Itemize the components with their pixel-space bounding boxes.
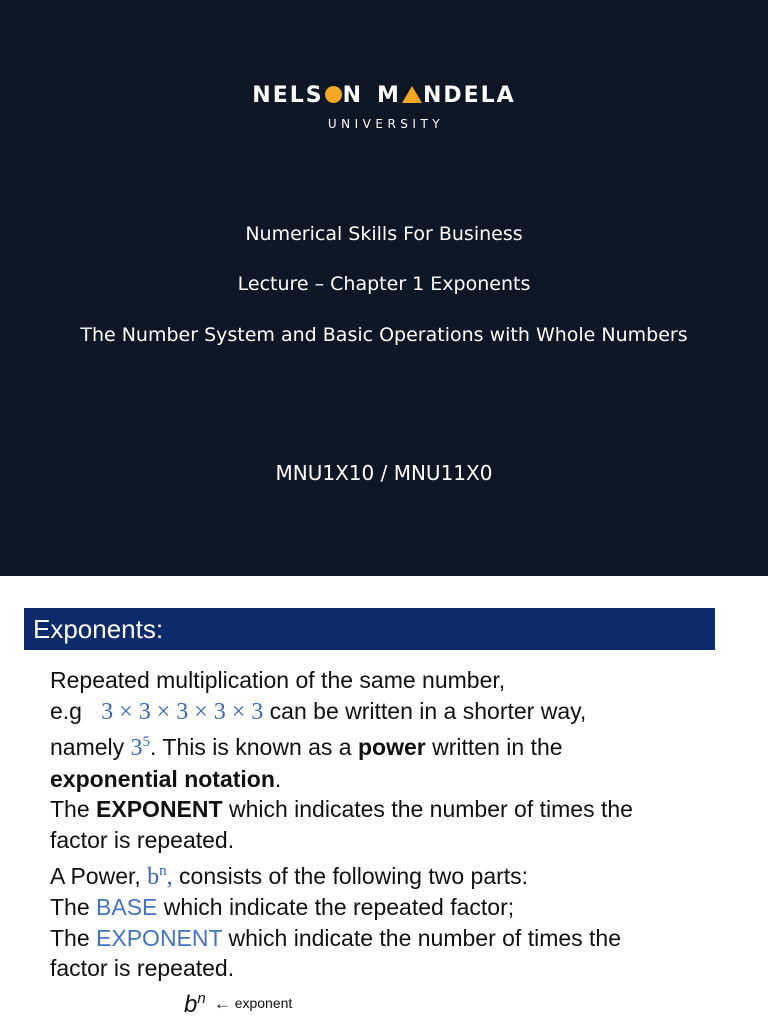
slide-title: Exponents: xyxy=(33,614,164,644)
course-code: MNU1X10 / MNU11X0 xyxy=(275,461,493,485)
body-line: e.g 3 × 3 × 3 × 3 × 3 can be written in a shorter way, xyxy=(50,697,587,725)
body-line: The BASE which indicate the repeated factor; xyxy=(50,894,515,921)
body-line: The EXPONENT which indicates the number of times the xyxy=(50,796,633,823)
logo-subtitle: UNIVERSITY xyxy=(327,117,445,131)
slide-header xyxy=(24,608,715,650)
slide-body xyxy=(50,665,750,984)
body-line: namely $3^5$. This is known as a power written in the xyxy=(50,734,563,762)
body-line: Repeated multiplication of the same number, xyxy=(50,667,506,693)
body-line: factor is repeated. xyxy=(50,826,235,853)
power-diagram: $b^n$ ← exponent xyxy=(184,990,293,1018)
exponents-slide xyxy=(0,576,768,1024)
math-power: $3^5$ xyxy=(130,734,151,762)
topic-title: The Number System and Basic Operations with Whole Numbers xyxy=(80,324,688,346)
body-line: factor is repeated. xyxy=(50,955,235,982)
math-power: $b^n$, xyxy=(147,862,173,890)
body-line: A Power, $b^n$, consists of the following two parts: xyxy=(50,862,529,890)
body-line: The EXPONENT which indicate the number of times the xyxy=(50,924,622,951)
university-logo xyxy=(0,82,768,131)
arrow-left-icon: ← xyxy=(213,994,231,1013)
lecture-title: Lecture – Chapter 1 Exponents xyxy=(237,273,531,295)
logo-triangle-icon xyxy=(402,86,422,103)
math-expression: 3 × 3 × 3 × 3 × 3 xyxy=(101,698,264,725)
logo-wordmark: NELS N M NDELA xyxy=(252,83,516,108)
logo-circle-icon xyxy=(325,86,342,103)
body-line: exponential notation. xyxy=(50,765,282,792)
course-name: Numerical Skills For Business xyxy=(245,223,523,245)
exponent-label: exponent xyxy=(234,995,293,1011)
